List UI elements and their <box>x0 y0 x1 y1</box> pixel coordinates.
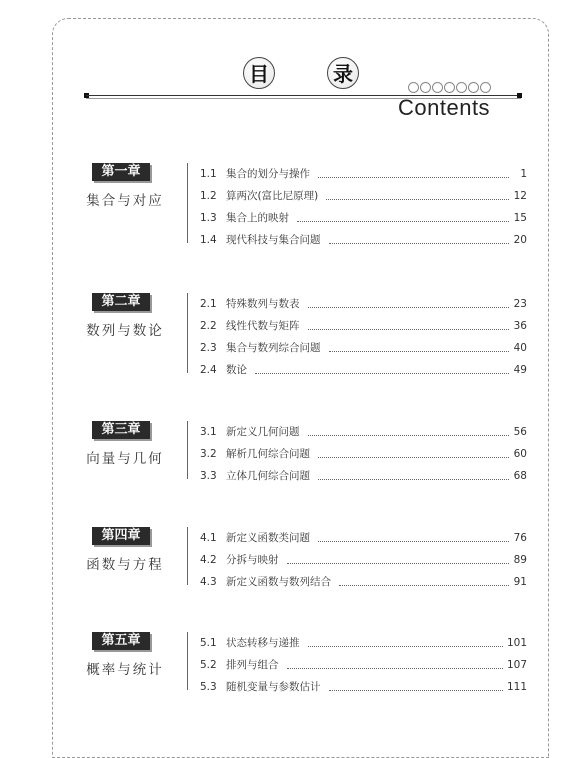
entry-page: 56 <box>513 426 527 438</box>
toc-entry[interactable] <box>200 337 527 359</box>
toc-entry[interactable] <box>200 185 527 207</box>
leader-dots <box>318 479 509 480</box>
entry-title: 算两次(富比尼原理) <box>226 190 319 202</box>
entry-title: 现代科技与集合问题 <box>226 234 321 246</box>
entry-page: 91 <box>513 576 527 588</box>
entry-page: 60 <box>513 448 527 460</box>
title-char-lu: 录 <box>327 57 359 89</box>
entry-title: 线性代数与矩阵 <box>226 320 300 332</box>
entry-number: 1.1 <box>200 168 217 180</box>
decorative-circles <box>408 82 491 94</box>
entry-page: 107 <box>506 659 527 671</box>
entry-page: 76 <box>513 532 527 544</box>
entry-number: 2.2 <box>200 320 217 332</box>
chapter-entries <box>200 421 527 487</box>
chapter-badge: 第四章 <box>92 527 150 545</box>
chapter-entries <box>200 527 527 593</box>
entry-page: 49 <box>513 364 527 376</box>
toc-entry[interactable] <box>200 359 527 381</box>
entry-title: 新定义函数与数列结合 <box>226 576 331 588</box>
entry-number: 2.4 <box>200 364 217 376</box>
leader-dots <box>308 307 510 308</box>
entry-page: 1 <box>520 168 527 180</box>
chapter-name: 概率与统计 <box>86 662 164 678</box>
chapter-divider <box>187 163 188 243</box>
entry-title: 特殊数列与数表 <box>226 298 300 310</box>
chapter-divider <box>187 632 188 690</box>
chapter-badge: 第二章 <box>92 293 150 311</box>
toc-entry[interactable] <box>200 549 527 571</box>
chapter-divider <box>187 421 188 479</box>
entry-title: 分拆与映射 <box>226 554 279 566</box>
toc-entry[interactable] <box>200 207 527 229</box>
leader-dots <box>318 457 509 458</box>
entry-title: 随机变量与参数估计 <box>226 681 321 693</box>
title-char-mu: 目 <box>243 57 275 89</box>
entry-number: 4.3 <box>200 576 217 588</box>
toc-entry[interactable] <box>200 443 527 465</box>
entry-number: 5.3 <box>200 681 217 693</box>
toc-entry[interactable] <box>200 527 527 549</box>
entry-page: 89 <box>513 554 527 566</box>
leader-dots <box>318 541 509 542</box>
entry-page: 111 <box>506 681 527 693</box>
chapter-name: 函数与方程 <box>86 557 164 573</box>
toc-entry[interactable] <box>200 465 527 487</box>
entry-number: 1.2 <box>200 190 217 202</box>
toc-entry[interactable] <box>200 632 527 654</box>
leader-dots <box>287 668 503 669</box>
leader-dots <box>326 199 509 200</box>
page-title <box>225 57 375 95</box>
entry-title: 立体几何综合问题 <box>226 470 310 482</box>
entry-number: 3.1 <box>200 426 217 438</box>
leader-dots <box>308 646 503 647</box>
entry-number: 3.3 <box>200 470 217 482</box>
entry-title: 新定义几何问题 <box>226 426 300 438</box>
entry-title: 解析几何综合问题 <box>226 448 310 460</box>
leader-dots <box>308 435 510 436</box>
leader-dots <box>329 351 510 352</box>
entry-page: 12 <box>513 190 527 202</box>
entry-page: 20 <box>513 234 527 246</box>
chapter-name: 集合与对应 <box>86 193 164 209</box>
entry-title: 集合上的映射 <box>226 212 289 224</box>
chapter-badge: 第五章 <box>92 632 150 650</box>
chapter-entries <box>200 163 527 251</box>
entry-title: 排列与组合 <box>226 659 279 671</box>
chapter-divider <box>187 527 188 585</box>
contents-heading: Contents <box>398 95 491 120</box>
entry-title: 新定义函数类问题 <box>226 532 310 544</box>
toc-entry[interactable] <box>200 293 527 315</box>
entry-title: 状态转移与递推 <box>226 637 300 649</box>
chapter-name: 向量与几何 <box>86 451 164 467</box>
entry-title: 集合的划分与操作 <box>226 168 310 180</box>
entry-number: 2.3 <box>200 342 217 354</box>
toc-entry[interactable] <box>200 654 527 676</box>
leader-dots <box>255 373 509 374</box>
leader-dots <box>339 585 509 586</box>
entry-page: 23 <box>513 298 527 310</box>
entry-number: 3.2 <box>200 448 217 460</box>
chapter-name: 数列与数论 <box>86 323 164 339</box>
entry-page: 68 <box>513 470 527 482</box>
toc-entry[interactable] <box>200 315 527 337</box>
leader-dots <box>308 329 510 330</box>
leader-dots <box>297 221 509 222</box>
entry-number: 4.1 <box>200 532 217 544</box>
entry-page: 101 <box>506 637 527 649</box>
chapter-entries <box>200 632 527 698</box>
leader-dots <box>318 177 509 178</box>
entry-number: 2.1 <box>200 298 217 310</box>
toc-entry[interactable] <box>200 163 527 185</box>
entry-page: 40 <box>513 342 527 354</box>
entry-title: 数论 <box>226 364 247 376</box>
chapter-entries <box>200 293 527 381</box>
toc-entry[interactable] <box>200 571 527 593</box>
chapter-badge: 第三章 <box>92 421 150 439</box>
leader-dots <box>329 690 503 691</box>
entry-page: 36 <box>513 320 527 332</box>
entry-title: 集合与数列综合问题 <box>226 342 321 354</box>
entry-number: 4.2 <box>200 554 217 566</box>
leader-dots <box>287 563 510 564</box>
chapter-badge: 第一章 <box>92 163 150 181</box>
toc-entry[interactable] <box>200 421 527 443</box>
entry-page: 15 <box>513 212 527 224</box>
entry-number: 5.1 <box>200 637 217 649</box>
leader-dots <box>329 243 510 244</box>
entry-number: 1.4 <box>200 234 217 246</box>
toc-entry[interactable] <box>200 676 527 698</box>
entry-number: 5.2 <box>200 659 217 671</box>
chapter-divider <box>187 293 188 373</box>
entry-number: 1.3 <box>200 212 217 224</box>
toc-entry[interactable] <box>200 229 527 251</box>
